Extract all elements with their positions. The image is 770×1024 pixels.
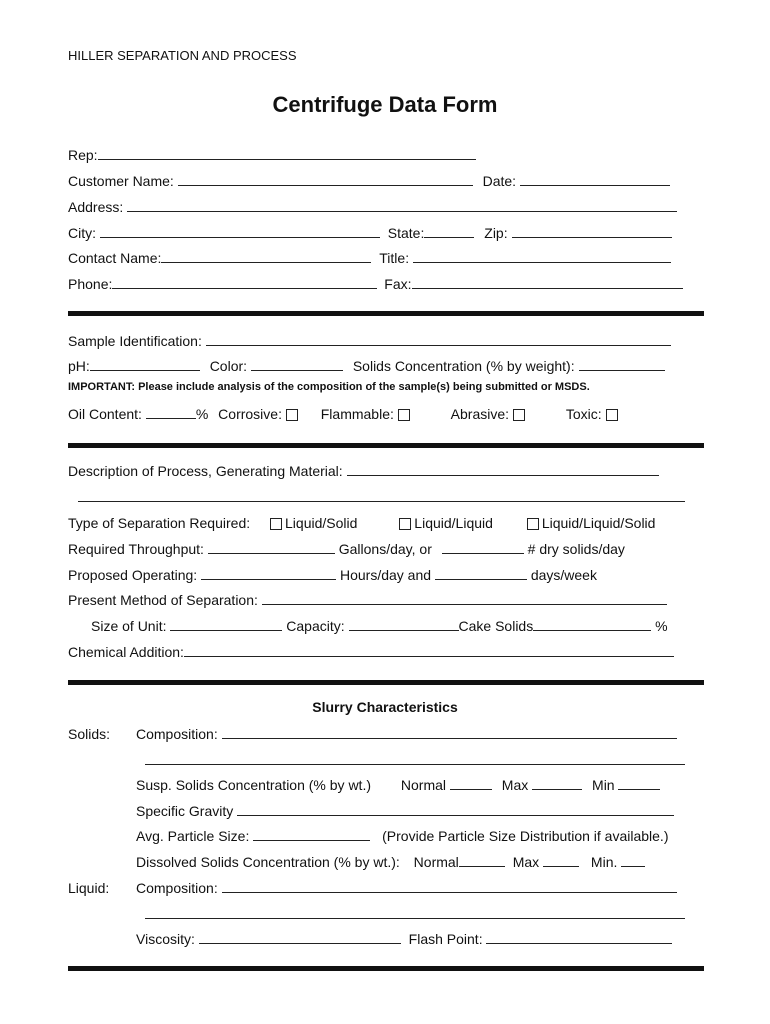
hazard-row <box>68 406 621 422</box>
operating-row <box>68 567 597 583</box>
flash-point-label: Flash Point: <box>408 931 483 947</box>
liquid-composition-field[interactable] <box>222 880 677 893</box>
dissolved-max-field[interactable] <box>543 854 579 867</box>
susp-max-field[interactable] <box>532 777 582 790</box>
days-week-field[interactable] <box>435 567 527 580</box>
liquid-liquid-solid-label: Liquid/Liquid/Solid <box>541 515 656 531</box>
hours-day-label: Hours/day and <box>339 567 432 583</box>
susp-min-field[interactable] <box>618 777 660 790</box>
avg-particle-field[interactable] <box>253 828 370 841</box>
contact-row <box>68 250 671 266</box>
process-desc-label: Description of Process, Generating Material: <box>68 463 343 479</box>
zip-field[interactable] <box>512 225 672 238</box>
susp-min-label: Min <box>592 777 615 793</box>
solids-conc-field[interactable] <box>579 358 665 371</box>
throughput-row <box>68 541 625 557</box>
solids-composition-row-2 <box>145 752 685 768</box>
viscosity-row <box>136 931 672 947</box>
slurry-title: Slurry Characteristics <box>312 699 458 715</box>
susp-max-label: Max <box>501 777 529 793</box>
sample-row <box>68 333 671 349</box>
title-label: Title: <box>379 250 410 266</box>
abrasive-checkbox[interactable] <box>513 409 525 421</box>
flammable-checkbox[interactable] <box>398 409 410 421</box>
state-label: State: <box>387 225 425 241</box>
susp-normal-field[interactable] <box>450 777 492 790</box>
oil-content-label: Oil Content: <box>68 406 142 422</box>
capacity-field[interactable] <box>349 618 459 631</box>
rep-label: Rep: <box>68 147 98 163</box>
cake-solids-label: Cake Solids <box>458 618 534 634</box>
days-week-label: days/week <box>530 567 597 583</box>
company-name: HILLER SEPARATION AND PROCESS <box>68 48 297 63</box>
liquid-composition-label: Composition: <box>136 880 218 896</box>
psd-note: (Provide Particle Size Distribution if available.) <box>382 828 669 844</box>
viscosity-label: Viscosity: <box>136 931 195 947</box>
solids-composition-label: Composition: <box>136 726 218 742</box>
dissolved-max-label: Max <box>512 854 540 870</box>
phone-row <box>68 276 683 292</box>
particle-size-row <box>136 828 668 844</box>
separation-row <box>68 515 655 531</box>
flammable-label: Flammable: <box>320 406 394 422</box>
process-desc-field-2[interactable] <box>78 489 685 502</box>
section-divider-3 <box>68 680 704 685</box>
date-label: Date: <box>482 173 517 189</box>
color-field[interactable] <box>251 358 343 371</box>
process-desc-field[interactable] <box>347 463 659 476</box>
rep-field[interactable] <box>98 147 476 160</box>
corrosive-checkbox[interactable] <box>286 409 298 421</box>
dissolved-solids-label: Dissolved Solids Concentration (% by wt.): <box>136 854 400 870</box>
solids-composition-row <box>136 726 677 742</box>
customer-name-field[interactable] <box>178 173 473 186</box>
ph-row <box>68 358 665 374</box>
toxic-checkbox[interactable] <box>606 409 618 421</box>
city-label: City: <box>68 225 96 241</box>
specific-gravity-row <box>136 803 674 819</box>
city-row <box>68 225 672 241</box>
liquid-solid-checkbox[interactable] <box>270 518 282 530</box>
dissolved-min-label: Min. <box>590 854 618 870</box>
dissolved-solids-row <box>136 854 645 870</box>
throughput-label: Required Throughput: <box>68 541 204 557</box>
chemical-row <box>68 644 674 660</box>
viscosity-field[interactable] <box>199 931 401 944</box>
address-label: Address: <box>68 199 124 215</box>
section-divider-1 <box>68 311 704 316</box>
state-field[interactable] <box>424 225 474 238</box>
liquid-liquid-solid-checkbox[interactable] <box>527 518 539 530</box>
liquid-liquid-label: Liquid/Liquid <box>414 515 493 531</box>
solids-composition-field-2[interactable] <box>145 752 685 765</box>
customer-row <box>68 173 670 189</box>
present-method-row <box>68 592 667 608</box>
contact-name-field[interactable] <box>161 250 371 263</box>
toxic-label: Toxic: <box>565 406 602 422</box>
process-row-2 <box>78 489 685 505</box>
zip-label: Zip: <box>484 225 508 241</box>
liquid-liquid-checkbox[interactable] <box>399 518 411 530</box>
phone-field[interactable] <box>112 276 377 289</box>
liquid-composition-field-2[interactable] <box>145 906 685 919</box>
hours-day-field[interactable] <box>201 567 336 580</box>
susp-solids-row <box>136 777 660 793</box>
liquid-composition-row <box>136 880 677 896</box>
cake-solids-field[interactable] <box>533 618 651 631</box>
section-divider-4 <box>68 966 704 971</box>
address-field[interactable] <box>127 199 677 212</box>
section-divider-2 <box>68 443 704 448</box>
oil-content-field[interactable] <box>146 406 196 419</box>
solids-conc-label: Solids Concentration (% by weight): <box>352 358 575 374</box>
throughput-solids-field[interactable] <box>442 541 524 554</box>
capacity-label: Capacity: <box>286 618 345 634</box>
sample-id-field[interactable] <box>206 333 671 346</box>
important-note: IMPORTANT: Please include analysis of the composition of the sample(s) being submitted or MSDS. <box>68 381 590 393</box>
liquid-composition-row-2 <box>145 906 685 922</box>
ph-field[interactable] <box>90 358 200 371</box>
liquid-label: Liquid: <box>68 880 110 896</box>
size-of-unit-label: Size of Unit: <box>91 618 167 634</box>
chemical-addition-label: Chemical Addition: <box>68 644 184 660</box>
throughput-gallons-field[interactable] <box>208 541 335 554</box>
contact-name-label: Contact Name: <box>68 250 162 266</box>
title-field[interactable] <box>413 250 671 263</box>
dissolved-normal-field[interactable] <box>459 854 505 867</box>
present-method-label: Present Method of Separation: <box>68 592 258 608</box>
city-field[interactable] <box>100 225 380 238</box>
dissolved-normal-label: Normal <box>413 854 459 870</box>
dry-solids-label: # dry solids/day <box>527 541 625 557</box>
page-title: Centrifuge Data Form <box>272 92 498 117</box>
color-label: Color: <box>209 358 248 374</box>
oil-percent: % <box>195 406 209 422</box>
liquid-solid-label: Liquid/Solid <box>285 515 358 531</box>
specific-gravity-label: Specific Gravity <box>136 803 234 819</box>
specific-gravity-field[interactable] <box>237 803 674 816</box>
solids-composition-field[interactable] <box>222 726 677 739</box>
ph-label: pH: <box>68 358 90 374</box>
flash-point-field[interactable] <box>486 931 672 944</box>
chemical-addition-field[interactable] <box>184 644 674 657</box>
cake-solids-percent: % <box>655 618 668 634</box>
rep-row <box>68 147 476 163</box>
fax-label: Fax: <box>384 276 412 292</box>
customer-name-label: Customer Name: <box>68 173 174 189</box>
separation-type-label: Type of Separation Required: <box>68 515 251 531</box>
date-field[interactable] <box>520 173 670 186</box>
susp-normal-label: Normal <box>400 777 447 793</box>
proposed-operating-label: Proposed Operating: <box>68 567 198 583</box>
solids-label: Solids: <box>68 726 111 742</box>
process-row <box>68 463 659 479</box>
size-of-unit-field[interactable] <box>170 618 282 631</box>
corrosive-label: Corrosive: <box>218 406 282 422</box>
present-method-field[interactable] <box>262 592 667 605</box>
abrasive-label: Abrasive: <box>450 406 510 422</box>
address-row <box>68 199 677 215</box>
fax-field[interactable] <box>412 276 683 289</box>
dissolved-min-field[interactable] <box>621 854 645 867</box>
unit-row <box>91 618 668 634</box>
gallons-day-label: Gallons/day, or <box>338 541 432 557</box>
sample-id-label: Sample Identification: <box>68 333 202 349</box>
phone-label: Phone: <box>68 276 113 292</box>
susp-solids-label: Susp. Solids Concentration (% by wt.) <box>136 777 371 793</box>
avg-particle-label: Avg. Particle Size: <box>136 828 250 844</box>
